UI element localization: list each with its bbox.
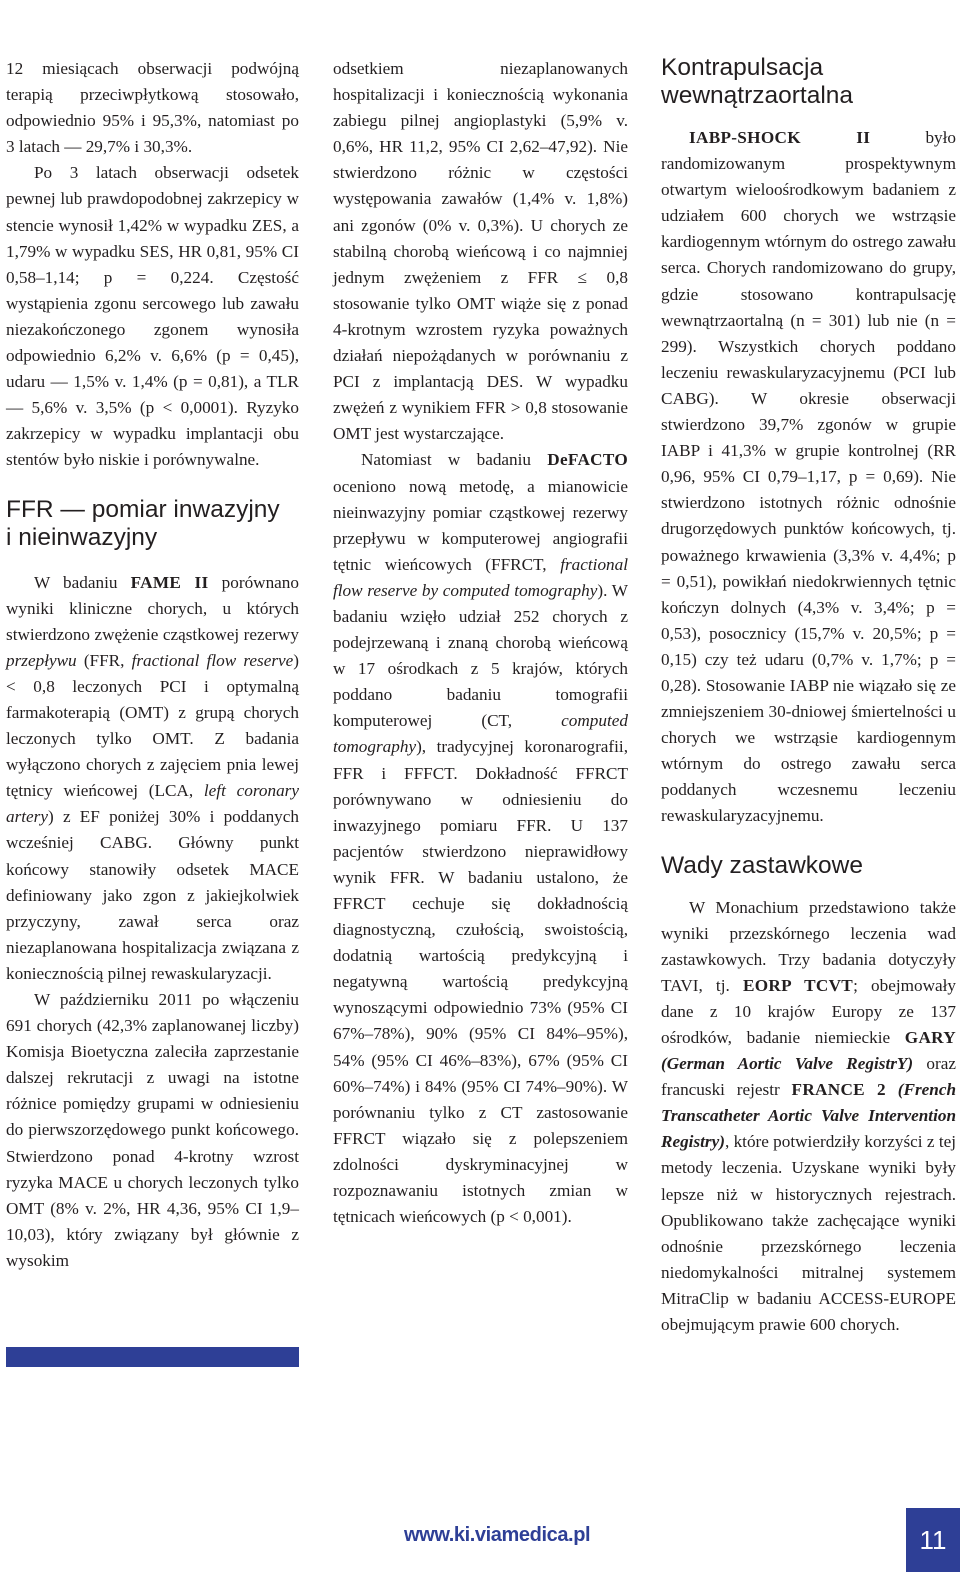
study-name: IABP-SHOCK II [689, 128, 871, 147]
column-2 [333, 56, 628, 1230]
section-heading-iabp [661, 54, 956, 110]
paragraph: odsetkiem niezaplanowanych hospitalizacji i koniecznością wykonania zabiegu pilnej angioplastyki (5,9% v. 0,6%, HR 11,2, 95% CI 2,62–47,92). Nie stwierdzono różnic w częstości występowania zawałów (1,4% v. 1,8%) ani zgonów (0% v. 0,3%). U chorych ze stabilną chorobą wieńcową i co najmniej jednym zwężeniem z FFR ≤ 0,8 stosowanie tylko OMT wiąże się z ponad 4-krotnym wzrostem ryzyka poważnych działań niepożądanych w porównaniu z PCI z implantacją DES. W wypadku zwężeń z wynikiem FFR > 0,8 stosowanie OMT jest wystarczające. [333, 59, 628, 444]
heading-line: wewnątrzaortalna [661, 82, 854, 109]
footer-url[interactable]: www.ki.viamedica.pl [404, 1524, 591, 1546]
heading-line: FFR — pomiar inwazyjny [6, 495, 280, 523]
decorative-rule-bar [6, 1347, 299, 1367]
paragraph: Natomiast w badaniu DeFACTO oceniono nową metodę, a mianowicie nieinwazyjny pomiar cząstkowej rezerwy przepływu w komputerowej angiografii tętnic wieńcowych (FFRCT, fractional flow reserve by computed tomography). W badaniu wzięło udział 252 chorych z podejrzewaną i znaną chorobą wieńcową w 17 ośrodkach z 5 krajów, których poddano badaniu tomografii komputerowej (CT, computed tomography), tradycyjnej koronarografii, FFR i FFFCT. Dokładność FFRCT porównywano w odniesieniu do inwazyjnego pomiaru FFR. U 137 pacjentów stwierdzono nieprawidłowy wynik FFR. W badaniu ustalono, że FFRCT cechuje się dokładnością diagnostyczną, czułością, swoistością, dodatnią wartością predykcyjną i negatywną wartością predykcyjną wynoszącymi odpowiednio 73% (95% CI 67%–78%), 90% (95% CI 84%–95%), 54% (95% CI 46%–83%), 67% (95% CI 60%–74%) i 84% (95% CI 74%–90%). W porównaniu tylko z CT zastosowanie FFRCT wiązało się z polepszeniem zdolności dyskryminacyjnej w rozpoznawaniu istotnych zmian w tętnicach wieńcowych (p < 0,001). [333, 450, 628, 1227]
study-name: EORP TCVT [742, 975, 854, 995]
heading-line: i nieinwazyjny [6, 523, 158, 551]
page-number: 11 [906, 1508, 960, 1572]
section-heading-valves: Wady zastawkowe [661, 851, 863, 879]
column-1 [6, 56, 299, 1274]
paragraph: W Monachium przedstawiono także wyniki przezskórnego leczenia wad zastawkowych. Trzy badania dotyczyły TAVI, tj. EORP TCVT; obejmowały dane z 10 krajów Europy ze 137 ośrodków, badanie niemieckie GARY (German Aortic Valve RegistrY) oraz francuski rejestr FRANCE 2 (French Transcatheter Aortic Valve Intervention Registry), które potwierdziły korzyści z tej metody leczenia. Uzyskane wyniki były lepsze niż w historycznych rejestrach. Opublikowano także zachęcające wyniki odnośnie przezskórnego leczenia niedomykalności mitralnej systemem MitraClip w badaniu ACCESS-EUROPE obejmującym prawie 600 chorych. [661, 897, 957, 1335]
study-name: DeFACTO [547, 450, 628, 470]
heading-line: Kontrapulsacja [661, 54, 824, 81]
study-name: FAME II [130, 572, 209, 592]
paragraph: 12 miesiącach obserwacji podwójną terapią przeciwpłytkową stosowało, odpowiednio 95% i 95,3%, natomiast po 3 latach — 29,7% i 30,3%. [6, 59, 299, 157]
paragraph: Po 3 latach obserwacji odsetek pewnej lub prawdopodobnej zakrzepicy w stencie wynosił 1,42% w wypadku ZES, a 1,79% w wypadku SES, HR 0,81, 95% CI 0,58–1,14; p = 0,224. Częstość wystąpienia zgonu sercowego lub zawału niezakończonego zgonem wynosiła odpowiednio 6,2% v. 6,6% (p = 0,45), udaru — 1,5% v. 1,4% (p = 0,81), a TLR — 5,6% v. 3,5% (p < 0,0001). Ryzyko zakrzepicy w wypadku implantacji obu stentów było niskie i porównywalne. [6, 163, 299, 470]
study-name: GARY [904, 1028, 956, 1047]
section-heading-ffr [6, 496, 299, 552]
study-name: FRANCE 2 [791, 1080, 886, 1100]
column-3 [661, 56, 956, 1338]
paragraph: W badaniu FAME II porównano wyniki kliniczne chorych, u których stwierdzono zwężenie cząstkowej rezerwy przepływu (FFR, fractional flow reserve) < 0,8 leczonych PCI i optymalną farmakoterapią (OMT) z grupą chorych leczonych tylko OMT. Z badania wyłączono chorych z zajęciem pnia lewej tętnicy wieńcowej (LCA, left coronary artery) z EF poniżej 30% i poddanych wcześniej CABG. Główny punkt końcowy stanowiły odsetek MACE definiowany jako zgon z jakiejkolwiek przyczyny, zawał serca oraz niezaplanowana hospitalizacja związana z koniecznością pilnej rewaskularyzacji. [6, 572, 299, 983]
paragraph: IABP-SHOCK II było randomizowanym prospektywnym otwartym wieloośrodkowym badaniem z udziałem 600 chorych we wstrząsie kardiogennym wtórnym do ostrego zawału serca. Chorych randomizowano do grupy, gdzie stosowano kontrapulsację wewnątrzaortalną (n = 301) lub nie (n = 299). Wszystkich chorych poddano leczeniu rewaskularyzacyjnemu (PCI lub CABG). W okresie obserwacji stwierdzono 39,7% zgonów w grupie IABP i 41,3% w grupie kontrolnej (RR 0,96, 95% CI 0,79–1,17, p = 0,69). Nie stwierdzono istotnych różnic odnośnie drugorzędowych punktów końcowych, tj. poważnego krwawienia (3,3% v. 4,4%; p = 0,51), powikłań niedokrwiennych tętnic kończyn dolnych (4,3% v. 3,4%; p = 0,53), posocznicy (15,7% v. 20,5%; p = 0,15) czy też udaru (0,7% v. 1,7%; p = 0,28). Stosowanie IABP nie wiązało się ze zmniejszeniem 30-dniowej śmiertelności u chorych we wstrząsie kardiogennym wtórnym do ostrego zawału serca poddanych wczesnemu leczeniu rewaskularyzacyjnemu. [661, 128, 956, 826]
paragraph: W październiku 2011 po włączeniu 691 chorych (42,3% zaplanowanej liczby) Komisja Bioetyczna zaleciła zaprzestanie dalszej rekrutacji z uwagi na istotne różnice pomiędzy grupami w odniesieniu do pierwszorzędowego punkt końcowego. Stwierdzono ponad 4-krotny wzrost ryzyka MACE u chorych leczonych tylko OMT (8% v. 2%, HR 4,36, 95% CI 1,9–10,03), który związany był głównie z wysokim [6, 990, 299, 1270]
